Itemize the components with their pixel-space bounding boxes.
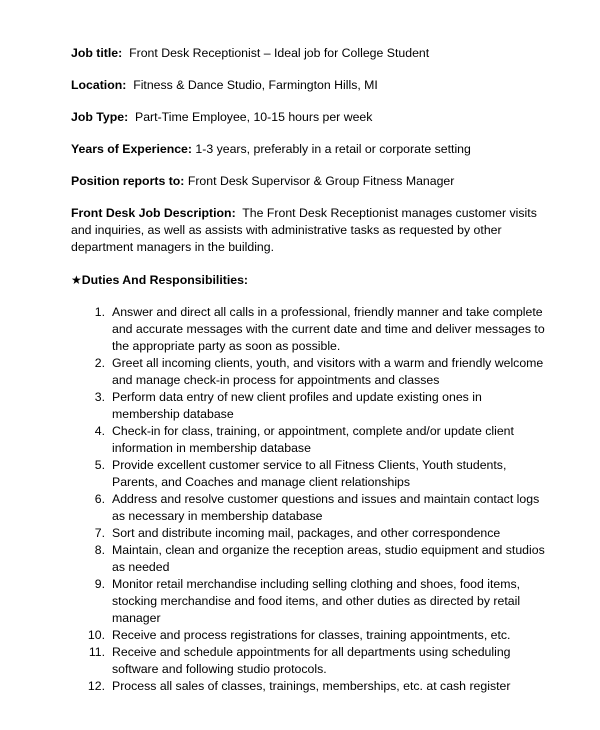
list-item (71, 423, 551, 457)
duties-heading-text: Duties And Responsibilities: (81, 273, 249, 287)
list-item (71, 644, 551, 678)
list-item-text: Answer and direct all calls in a professional, friendly manner and take complete and accurate messages with the current date and time and deliver messages to the appropriate party as soon as possible. (112, 305, 545, 353)
list-item-number: 1. (94, 305, 105, 319)
list-item-number: 3. (94, 390, 105, 404)
location-value: Fitness & Dance Studio, Farmington Hills, MI (133, 78, 378, 92)
location-field (71, 77, 551, 94)
star-icon: ★ (71, 273, 82, 287)
list-item-number: 12. (87, 679, 105, 693)
list-item (71, 491, 551, 525)
list-item-text: Provide excellent customer service to all Fitness Clients, Youth students, Parents, and Coaches and manage client relationships (112, 458, 507, 489)
experience-value: 1-3 years, preferably in a retail or corporate setting (195, 142, 471, 156)
job-description (71, 205, 551, 256)
list-item (71, 389, 551, 423)
job-description-text: The Front Desk Receptionist manages customer visits and inquiries, as well as assists with administrative tasks as requested by other department managers in the building. (71, 206, 537, 254)
list-item-number: 10. (87, 628, 105, 642)
reports-to-field (71, 173, 551, 190)
list-item (71, 525, 551, 542)
list-item-number: 7. (94, 526, 105, 540)
list-item (71, 355, 551, 389)
list-item (71, 678, 551, 695)
job-posting-document (71, 45, 551, 695)
job-type-value: Part-Time Employee, 10-15 hours per week (135, 110, 373, 124)
list-item (71, 627, 551, 644)
reports-to-label: Position reports to: (71, 174, 185, 188)
list-item-text: Maintain, clean and organize the reception areas, studio equipment and studios as needed (112, 543, 545, 574)
reports-to-value: Front Desk Supervisor & Group Fitness Manager (187, 174, 455, 188)
job-description-label: Front Desk Job Description: (71, 206, 236, 220)
list-item-text: Monitor retail merchandise including selling clothing and shoes, food items, stocking merchandise and food items, and other duties as directed by retail manager (112, 577, 521, 625)
list-item-text: Sort and distribute incoming mail, packages, and other correspondence (112, 526, 501, 540)
list-item-number: 6. (94, 492, 105, 506)
list-item-text: Receive and process registrations for classes, training appointments, etc. (112, 628, 511, 642)
list-item-number: 9. (94, 577, 105, 591)
list-item-text: Address and resolve customer questions and issues and maintain contact logs as necessary in membership database (112, 492, 540, 523)
list-item (71, 542, 551, 576)
experience-field (71, 141, 551, 158)
job-title-label: Job title: (71, 46, 123, 60)
job-title-field (71, 45, 551, 62)
list-item-text: Process all sales of classes, trainings, memberships, etc. at cash register (112, 679, 511, 693)
list-item (71, 576, 551, 627)
list-item (71, 457, 551, 491)
list-item-text: Perform data entry of new client profiles and update existing ones in membership database (112, 390, 482, 421)
list-item-text: Check-in for class, training, or appointment, complete and/or update client information in membership database (112, 424, 514, 455)
job-title-value: Front Desk Receptionist – Ideal job for College Student (129, 46, 430, 60)
list-item-text: Receive and schedule appointments for all departments using scheduling software and following studio protocols. (112, 645, 511, 676)
location-label: Location: (71, 78, 127, 92)
job-type-label: Job Type: (71, 110, 129, 124)
list-item-number: 2. (94, 356, 105, 370)
list-item-number: 4. (94, 424, 105, 438)
list-item (71, 304, 551, 355)
list-item-number: 8. (94, 543, 105, 557)
list-item-number: 11. (88, 645, 105, 659)
list-item-text: Greet all incoming clients, youth, and visitors with a warm and friendly welcome and manage check-in process for appointments and classes (112, 356, 544, 387)
experience-label: Years of Experience: (71, 142, 192, 156)
job-type-field (71, 109, 551, 126)
duties-list (71, 304, 551, 695)
duties-heading (71, 272, 551, 289)
list-item-number: 5. (94, 458, 105, 472)
